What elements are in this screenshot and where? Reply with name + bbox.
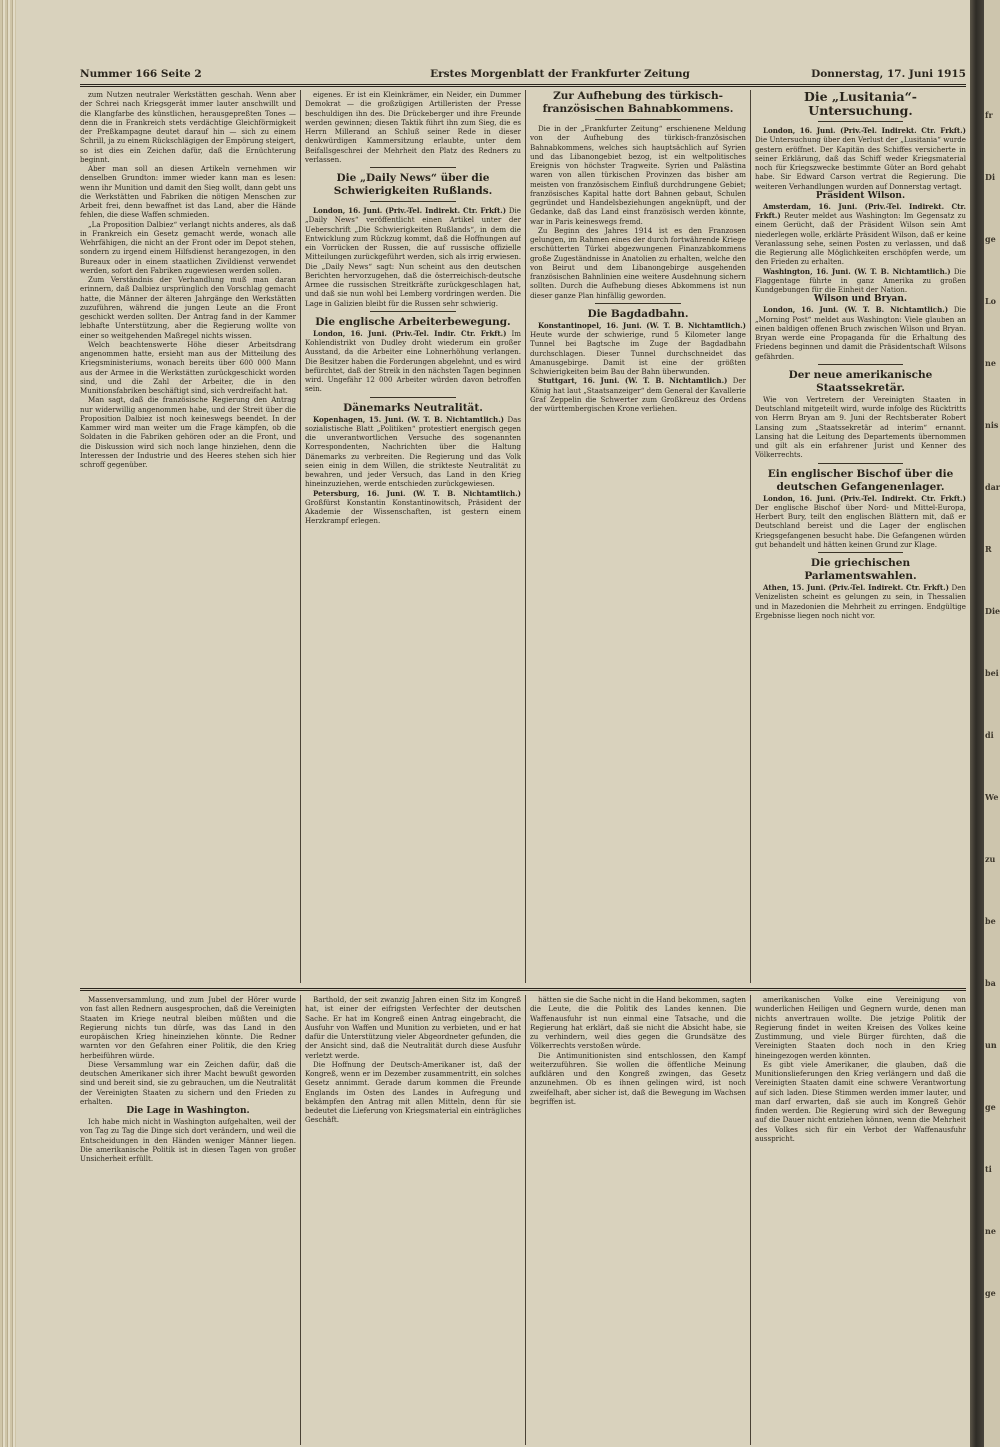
dateline: Konstantinopel, 16. Juni. (W. T. B. Nichtamtlich.)	[538, 320, 746, 330]
bottom-para-1: Massenversammlung, und zum Jubel der Hörer wurde von fast allen Rednern ausgesprochen, daß die Vereinigten Staaten im Kriege neutral bleiben müßten und die Regierung nichts tun dürfe, was das Land in den europäischen Krieg hineinziehen könnte. Die Redner warnten vor den Gefahren einer Politik, die den Krieg herbeiführen würde.	[80, 995, 296, 1060]
section-divider	[370, 311, 456, 312]
column-separator	[750, 90, 751, 983]
dateline: Petersburg, 16. Juni. (W. T. B. Nichtamtlich.)	[313, 488, 521, 498]
next-page-fragment: ne	[985, 358, 996, 368]
col2-para-5: Großfürst Konstantin Konstantinowitsch, Präsident der Akademie der Wissenschaften, ist gestern einem Herzkrampf erlegen.	[305, 497, 521, 526]
next-page-fragment: Die	[985, 606, 1000, 616]
headline-wilson-bryan: Wilson und Bryan.	[813, 294, 908, 305]
bottom-para-4: amerikanischen Volke eine Vereinigung von wunderlichen Heiligen und Gegnern wurde, denen man nichts anvertrauen wollte. Die jetzige Politik der Regierung findet in weiten Kreisen des Volkes keine Zustimmung, und viele Bürger fürchten, daß die Vereinigten Staaten doch noch in den Krieg hineingezogen werden könnten.	[755, 995, 966, 1060]
next-page-fragment: fr	[985, 110, 993, 120]
bottom-para-1c: Ich habe mich nicht in Washington aufgehalten, weil der von Tag zu Tag die Dinge sich dort verändern, und weil die Entscheidungen in den Händen weniger Männer liegen. Die amerikanische Politik ist in diesen Tagen von großer Unsicherheit erfüllt.	[80, 1117, 296, 1163]
headline-bischof: Ein englischer Bischof über die deutschen Gefangenenlager.	[767, 467, 954, 493]
column-separator	[525, 995, 526, 1445]
col2-para-3: Im Kohlendistrikt von Dudley droht wiederum ein großer Ausstand, da die Arbeiter eine Lohnerhöhung verlangen. Die Besitzer haben die Forderungen abgelehnt, und es wird befürchtet, daß der Streik in den nächsten Tagen beginnen wird. Ungefähr 12 000 Arbeiter würden davon betroffen sein.	[305, 328, 521, 394]
dateline: Kopenhagen, 15. Juni. (W. T. B. Nichtamtlich.)	[313, 414, 505, 424]
feuilleton-rule	[80, 988, 966, 989]
col2-para-4: Das sozialistische Blatt „Politiken“ protestiert energisch gegen die unverantwortlichen Versuche des sogenannten Korrespondenten, Nachrichten über die Haltung Dänemarks zu verbreiten. Die Regierung und das Volk seien einig in dem Willen, die strikteste Neutralität zu bewahren, und jeder Versuch, das Land in den Krieg hineinzuziehen, werde entschieden zurückgewiesen.	[305, 414, 521, 489]
dateline: Athen, 15. Juni. (Priv.-Tel. Indirekt. Ctr. Frkft.)	[763, 583, 949, 592]
dateline: London, 16. Juni. (Priv.-Tel. Indir. Ctr. Frkft.)	[313, 328, 507, 338]
bottom-column-2	[305, 995, 521, 1445]
column-separator	[525, 90, 526, 983]
column-3	[530, 90, 746, 983]
col4-para-7: Den Venizelisten scheint es gelungen zu sein, in Thessalien und in Mazedonien die Mehrheit zu erringen. Endgültige Ergebnisse liegen noch nicht vor.	[755, 583, 966, 620]
headline-lage-washington: Die Lage in Washington.	[126, 1106, 250, 1116]
page-content	[22, 0, 966, 1447]
headline-arbeiterbewegung: Die englische Arbeiterbewegung.	[315, 315, 511, 328]
col3-para-1: Die in der „Frankfurter Zeitung“ erschienene Meldung von der Aufhebung des türkisch-französischen Bahnabkommens, welches sich hauptsächlich auf Syrien und das Libanongebiet bezog, ist ein weltpolitisches Ereignis von höchster Tragweite. Syrien und Palästina waren von allen türkischen Provinzen das bisher am meisten von französischem Einfluß durchdrungene Gebiet; französisches Kapital hatte dort Bahnen gebaut, Schulen gegründet und Handelsbeziehungen angeknüpft, und der Gedanke, daß das Land einst französisch werden könnte, war in Paris keineswegs fremd.	[530, 124, 746, 226]
next-page-fragment: un	[985, 1040, 997, 1050]
col3-para-3: Heute wurde der schwierige, rund 5 Kilometer lange Tunnel bei Bagtsche im Zuge der Bagdadbahn durchschlagen. Dieser Tunnel durchschneidet das Amanusgebirge. Damit ist eine der größten Schwierigkeiten beim Bau der Bahn überwunden.	[530, 330, 746, 376]
next-page-fragment: nis	[985, 420, 999, 430]
next-page-fragment: Di	[985, 172, 995, 182]
next-page-fragment: be	[985, 916, 996, 926]
bottom-column-4	[755, 995, 966, 1445]
section-divider	[370, 167, 456, 168]
bottom-para-4b: Es gibt viele Amerikaner, die glauben, daß die Munitionslieferungen den Krieg verlängern und daß die Vereinigten Staaten damit eine schwere Verantwortung auf sich laden. Diese Stimmen werden immer lauter, und man darf erwarten, daß sie auch im Kongreß Gehör finden werden. Die Regierung wird sich der Bewegung auf die Dauer nicht entziehen können, wenn die Mehrheit des Volkes sich für ein Verbot der Waffenausfuhr ausspricht.	[755, 1059, 966, 1143]
next-page-fragment: bei	[985, 668, 999, 678]
bottom-column-1	[80, 995, 296, 1445]
page-header	[80, 68, 966, 82]
column-2	[305, 90, 521, 983]
headline-bagdadbahn: Die Bagdadbahn.	[587, 307, 689, 320]
header-date: Donnerstag, 17. Juni 1915	[811, 68, 966, 80]
headline-lusitania: Die „Lusitania“-Untersuchung.	[804, 90, 917, 118]
col4-para-1: Die Untersuchung über den Verlust der „Lusitania“ wurde gestern eröffnet. Der Kapitän des Schiffes versicherte in seiner Erklärung, daß das Schiff weder Kriegsmaterial noch für Kriegszwecke bestimmte Güter an Bord gehabt habe. Sir Edward Carson vertrat die Regierung. Die weiteren Verhandlungen wurden auf Donnerstag vertagt.	[755, 135, 966, 191]
headline-wilson: Präsident Wilson.	[815, 190, 906, 201]
next-page-fragment: ge	[985, 234, 996, 244]
col2-para-1: eigenes. Er ist ein Kleinkrämer, ein Neider, ein Dummer Demokrat — die großzügigen Artilleristen der Presse beschuldigen ihn des. Die Drückeberger und ihre Freunde werden gewinnen; diesen Taktik führt ihn zum Sieg, die es Herrn Millerand an Schluß seiner Rede in dieser denkwürdigen Kammersitzung erlaubte, unter dem Beifallsgeschrei der Mehrheit den Platz des Redners zu verlassen.	[305, 90, 521, 164]
next-page-fragment: zu	[985, 854, 996, 864]
col4-para-3: Die Flaggentage führte in ganz Amerika zu großen Kundgebungen für die Einheit der Nation.	[755, 266, 966, 294]
header-rule-2	[80, 86, 966, 87]
col1-para-6: Man sagt, daß die französische Regierung den Antrag nur widerwillig angenommen habe, und der Streit über die Proposition Dalbiez ist noch keineswegs beendet. In der Kammer wird man weiter um die Frage kämpfen, ob die Soldaten in die Fabriken gehören oder an die Front, und die Diskussion wird sich noch lange hinziehen, denn die Interessen der Industrie und des Heeres stehen sich hier schroff gegenüber.	[80, 395, 296, 469]
section-divider	[818, 364, 902, 365]
column-4	[755, 90, 966, 983]
headline-staatssekretaer: Der neue amerikanische Staatssekretär.	[788, 368, 933, 394]
section-divider	[595, 303, 681, 304]
header-rule	[80, 84, 966, 85]
bottom-para-2b: Die Hoffnung der Deutsch-Amerikaner ist, daß der Kongreß, wenn er im Dezember zusammentritt, ein solches Gesetz annimmt. Gerade darum kommen die Freunde Englands im Osten des Landes in Aufregung und bekämpfen den Antrag mit allen Mitteln, denn für sie bedeutet die Lieferung von Kriegsmaterial ein einträgliches Geschäft.	[305, 1059, 521, 1125]
dateline: London, 16. Juni. (Priv.-Tel. Indirekt. Ctr. Frkft.)	[763, 126, 966, 135]
col4-para-2: Reuter meldet aus Washington: Im Gegensatz zu einem Gerücht, daß der Präsident Wilson sein Amt niederlegen wolle, erklärte Präsident Wilson, daß er keine Veranlassung sehe, seinen Posten zu verlassen, und daß die Regierung alle Möglichkeiten erschöpfen werde, um den Frieden zu erhalten.	[755, 211, 966, 267]
headline-bahnabkommen: Zur Aufhebung des türkisch-französischen Bahnabkommens.	[542, 90, 734, 115]
feuilleton-rule-2	[80, 990, 966, 991]
col1-para-4: Welch beachtenswerte Höhe dieser Arbeitsdrang angenommen hatte, ersieht man aus der Mitteilung des Kriegsministeriums, wonach bereits über 600 000 Mann aus der Armee in die Werkstätten zurückgeschickt worden sind, und die Zahl der Arbeiter, die in den Munitionsfabriken beschäftigt sind, sich verdreifacht hat.	[80, 339, 296, 395]
headline-griechenland: Die griechischen Parlamentswahlen.	[804, 557, 917, 582]
headline-daenemark: Dänemarks Neutralität.	[343, 401, 483, 414]
dateline: London, 16. Juni. (Priv.-Tel. Indirekt. Ctr. Frkft.)	[763, 493, 966, 503]
next-page-fragment: R	[985, 544, 992, 554]
bottom-para-1b: Diese Versammlung war ein Zeichen dafür, daß die deutschen Amerikaner sich ihrer Macht bewußt geworden sind und bereit sind, sie zu gebrauchen, um die Neutralität der Vereinigten Staaten zu sichern und den Frieden zu erhalten.	[80, 1059, 296, 1106]
bottom-para-3b: Die Antimunitionisten sind entschlossen, den Kampf weiterzuführen. Sie wollen die öffentliche Meinung aufklären und den Kongreß zwingen, das Gesetz anzunehmen. Ob es ihnen gelingen wird, ist noch zweifelhaft, aber sicher ist, daß die Bewegung im Wachsen begriffen ist.	[530, 1050, 746, 1106]
bottom-para-3: hätten sie die Sache nicht in die Hand bekommen, sagten die Leute, die die Politik des Landes kennen. Die Waffenausfuhr ist nun einmal eine Tatsache, und die Regierung hat erklärt, daß sie nicht die Absicht habe, sie zu verhindern, weil dies gegen die Grundsätze des Völkerrechts verstoßen würde.	[530, 995, 746, 1051]
next-page-fragment: Lo	[985, 296, 996, 306]
column-separator	[300, 90, 301, 983]
dateline: Amsterdam, 16. Juni. (Priv.-Tel. Indirekt. Ctr. Frkft.)	[755, 201, 966, 220]
column-1	[80, 90, 296, 983]
section-divider	[595, 119, 681, 120]
column-separator	[300, 995, 301, 1445]
header-masthead: Erstes Morgenblatt der Frankfurter Zeitung	[430, 68, 690, 80]
next-page-fragment: ge	[985, 1288, 996, 1298]
col4-para-4: Die „Morning Post“ meldet aus Washington: Viele glauben an einen baldigen offenen Bruch zwischen Wilson und Bryan. Bryan werde eine Propaganda für die Erhaltung des Friedens beginnen und damit die Präsidentschaft Wilsons gefährden.	[755, 305, 966, 361]
dateline: Stuttgart, 16. Juni. (W. T. B. Nichtamtlich.)	[538, 376, 728, 386]
col1-quote: „La Proposition Dalbiez“ verlangt nichts anderes, als daß in Frankreich ein Gesetz gemacht werde, wonach alle Wehrfähigen, die nicht an der Front oder im Depot stehen, sondern zu irgend einem Hilfsdienst herangezogen, in den Bureaux oder in einem staatlichen Zivildienst verwendet werden, sofort den Fabriken zugewiesen werden sollen.	[80, 219, 296, 275]
col2-para-2: Die „Daily News“ veröffentlicht einen Artikel unter der Ueberschrift „Die Schwierigkeiten Rußlands“, in dem die Entwicklung zum Rückzug kommt, daß die Hoffnungen auf ein Vorrücken der Russen, die auf russische offizielle Mitteilungen zurückgeführt werden, sich als irrig erwiesen. Die „Daily News“ sagt: Nun scheint aus den deutschen Berichten hervorzugehen, daß die österreichisch-deutsche Armee die russischen Streitkräfte zurückgeschlagen hat, und daß sie nun wohl bei Lemberg vordringen werden. Die Lage in Galizien bleibt für die Russen sehr schwierig.	[305, 206, 521, 308]
section-divider	[370, 201, 456, 202]
section-divider	[818, 121, 902, 122]
bottom-column-3	[530, 995, 746, 1445]
header-issue: Nummer 166 Seite 2	[80, 68, 202, 80]
column-separator	[750, 995, 751, 1445]
col4-para-5: Wie von Vertretern der Vereinigten Staaten in Deutschland mitgeteilt wird, wurde infolge des Rücktritts von Herrn Bryan am 9. Juni der Rechtsberater Robert Lansing zum „Staatssekretär ad interim“ ernannt. Lansing hat die Leitung des Departements übernommen und gilt als ein erfahrener Jurist und Kenner des Völkerrechts.	[755, 394, 966, 460]
next-page-fragment: ba	[985, 978, 996, 988]
section-divider	[818, 463, 902, 464]
next-page-fragment: dar	[985, 482, 1000, 492]
next-page-fragment: ti	[985, 1164, 992, 1174]
next-page-edge	[984, 0, 1000, 1447]
binding-edge	[0, 0, 16, 1447]
section-divider	[818, 552, 902, 553]
dateline: London, 16. Juni. (W. T. B. Nichtamtlich.)	[763, 305, 949, 315]
col3-para-2: Zu Beginn des Jahres 1914 ist es den Franzosen gelungen, im Rahmen eines der durch fortwährende Kriege erschütterten Türkei abgezwungenen Finanzabkommens große Zugeständnisse in Anatolien zu erhalten, welche den von Beirut und dem Libanongebirge ausgehenden französischen Bahnlinien eine weitere Ausdehnung sichern sollten. Durch die Aufhebung dieses Abkommens ist nun dieser ganze Plan hinfällig geworden.	[530, 225, 746, 300]
next-page-fragment: ge	[985, 1102, 996, 1112]
col4-para-6: Der englische Bischof über Nord- und Mittel-Europa, Herbert Bury, teilt den englischen Blättern mit, daß er Deutschland bereist und die Lager der englischen Kriegsgefangenen besucht habe. Die Gefangenen würden gut behandelt und hätten keinen Grund zur Klage.	[755, 502, 966, 549]
headline-daily-news: Die „Daily News“ über die Schwierigkeiten Rußlands.	[333, 172, 493, 197]
col1-para-1: zum Nutzen neutraler Werkstätten geschah. Wenn aber der Schrei nach Kriegsgerät immer lauter anschwillt und die Klangfarbe des künstlichen, herausgepreßten Tones — denn die in Frankreich stets verdächtige Gleichförmigkeit der Preßkampagne deutet darauf hin — sich zu einem Schrill, ja zu einem Rückschlägigen der Empörung steigert, so ist dies ein Zeichen dafür, daß die Ernüchterung beginnt.	[80, 90, 296, 164]
section-divider	[370, 397, 456, 398]
dateline: Washington, 16. Juni. (W. T. B. Nichtamtlich.)	[763, 266, 951, 276]
col1-para-3: Zum Verständnis der Verhandlung muß man daran erinnern, daß Dalbiez ursprünglich den Vorschlag gemacht hatte, die Männer der älteren Jahrgänge den Werkstätten zuzuführen, während die jungen Leute an die Front geschickt werden sollten. Der Antrag fand in der Kammer lebhafte Unterstützung, aber die Regierung wollte von einer so weitgehenden Maßregel nichts wissen.	[80, 275, 296, 340]
bottom-para-2: Barthold, der seit zwanzig Jahren einen Sitz im Kongreß hat, ist einer der eifrigsten Verfechter der deutschen Sache. Er hat im Kongreß einen Antrag eingebracht, die Ausfuhr von Waffen und Munition zu verbieten, und er hat dafür die Unterstützung vieler Abgeordneter gefunden, die der Ansicht sind, daß die Neutralität durch diese Ausfuhr verletzt werde.	[305, 995, 521, 1060]
next-page-fragment: ne	[985, 1226, 996, 1236]
next-page-fragment: di	[985, 730, 994, 740]
col3-para-4: Der König hat laut „Staatsanzeiger“ dem General der Kavallerie Graf Zeppelin die Schwerter zum Großkreuz des Ordens der württembergischen Krone verliehen.	[530, 376, 746, 413]
col1-para-2: Aber man soll an diesen Artikeln vernehmen wir denselben Grundton: immer wieder kann man es lesen: wenn ihr Munition und damit den Sieg wollt, dann gebt uns die Werkstätten und Fabriken die nötigen Menschen zur Arbeit frei, denn bewaffnet ist das Land, aber die Hände fehlen, die diese Waffen schmieden.	[80, 164, 296, 220]
dateline: London, 16. Juni. (Priv.-Tel. Indirekt. Ctr. Frkft.)	[313, 206, 507, 215]
next-page-fragment: We	[985, 792, 999, 802]
